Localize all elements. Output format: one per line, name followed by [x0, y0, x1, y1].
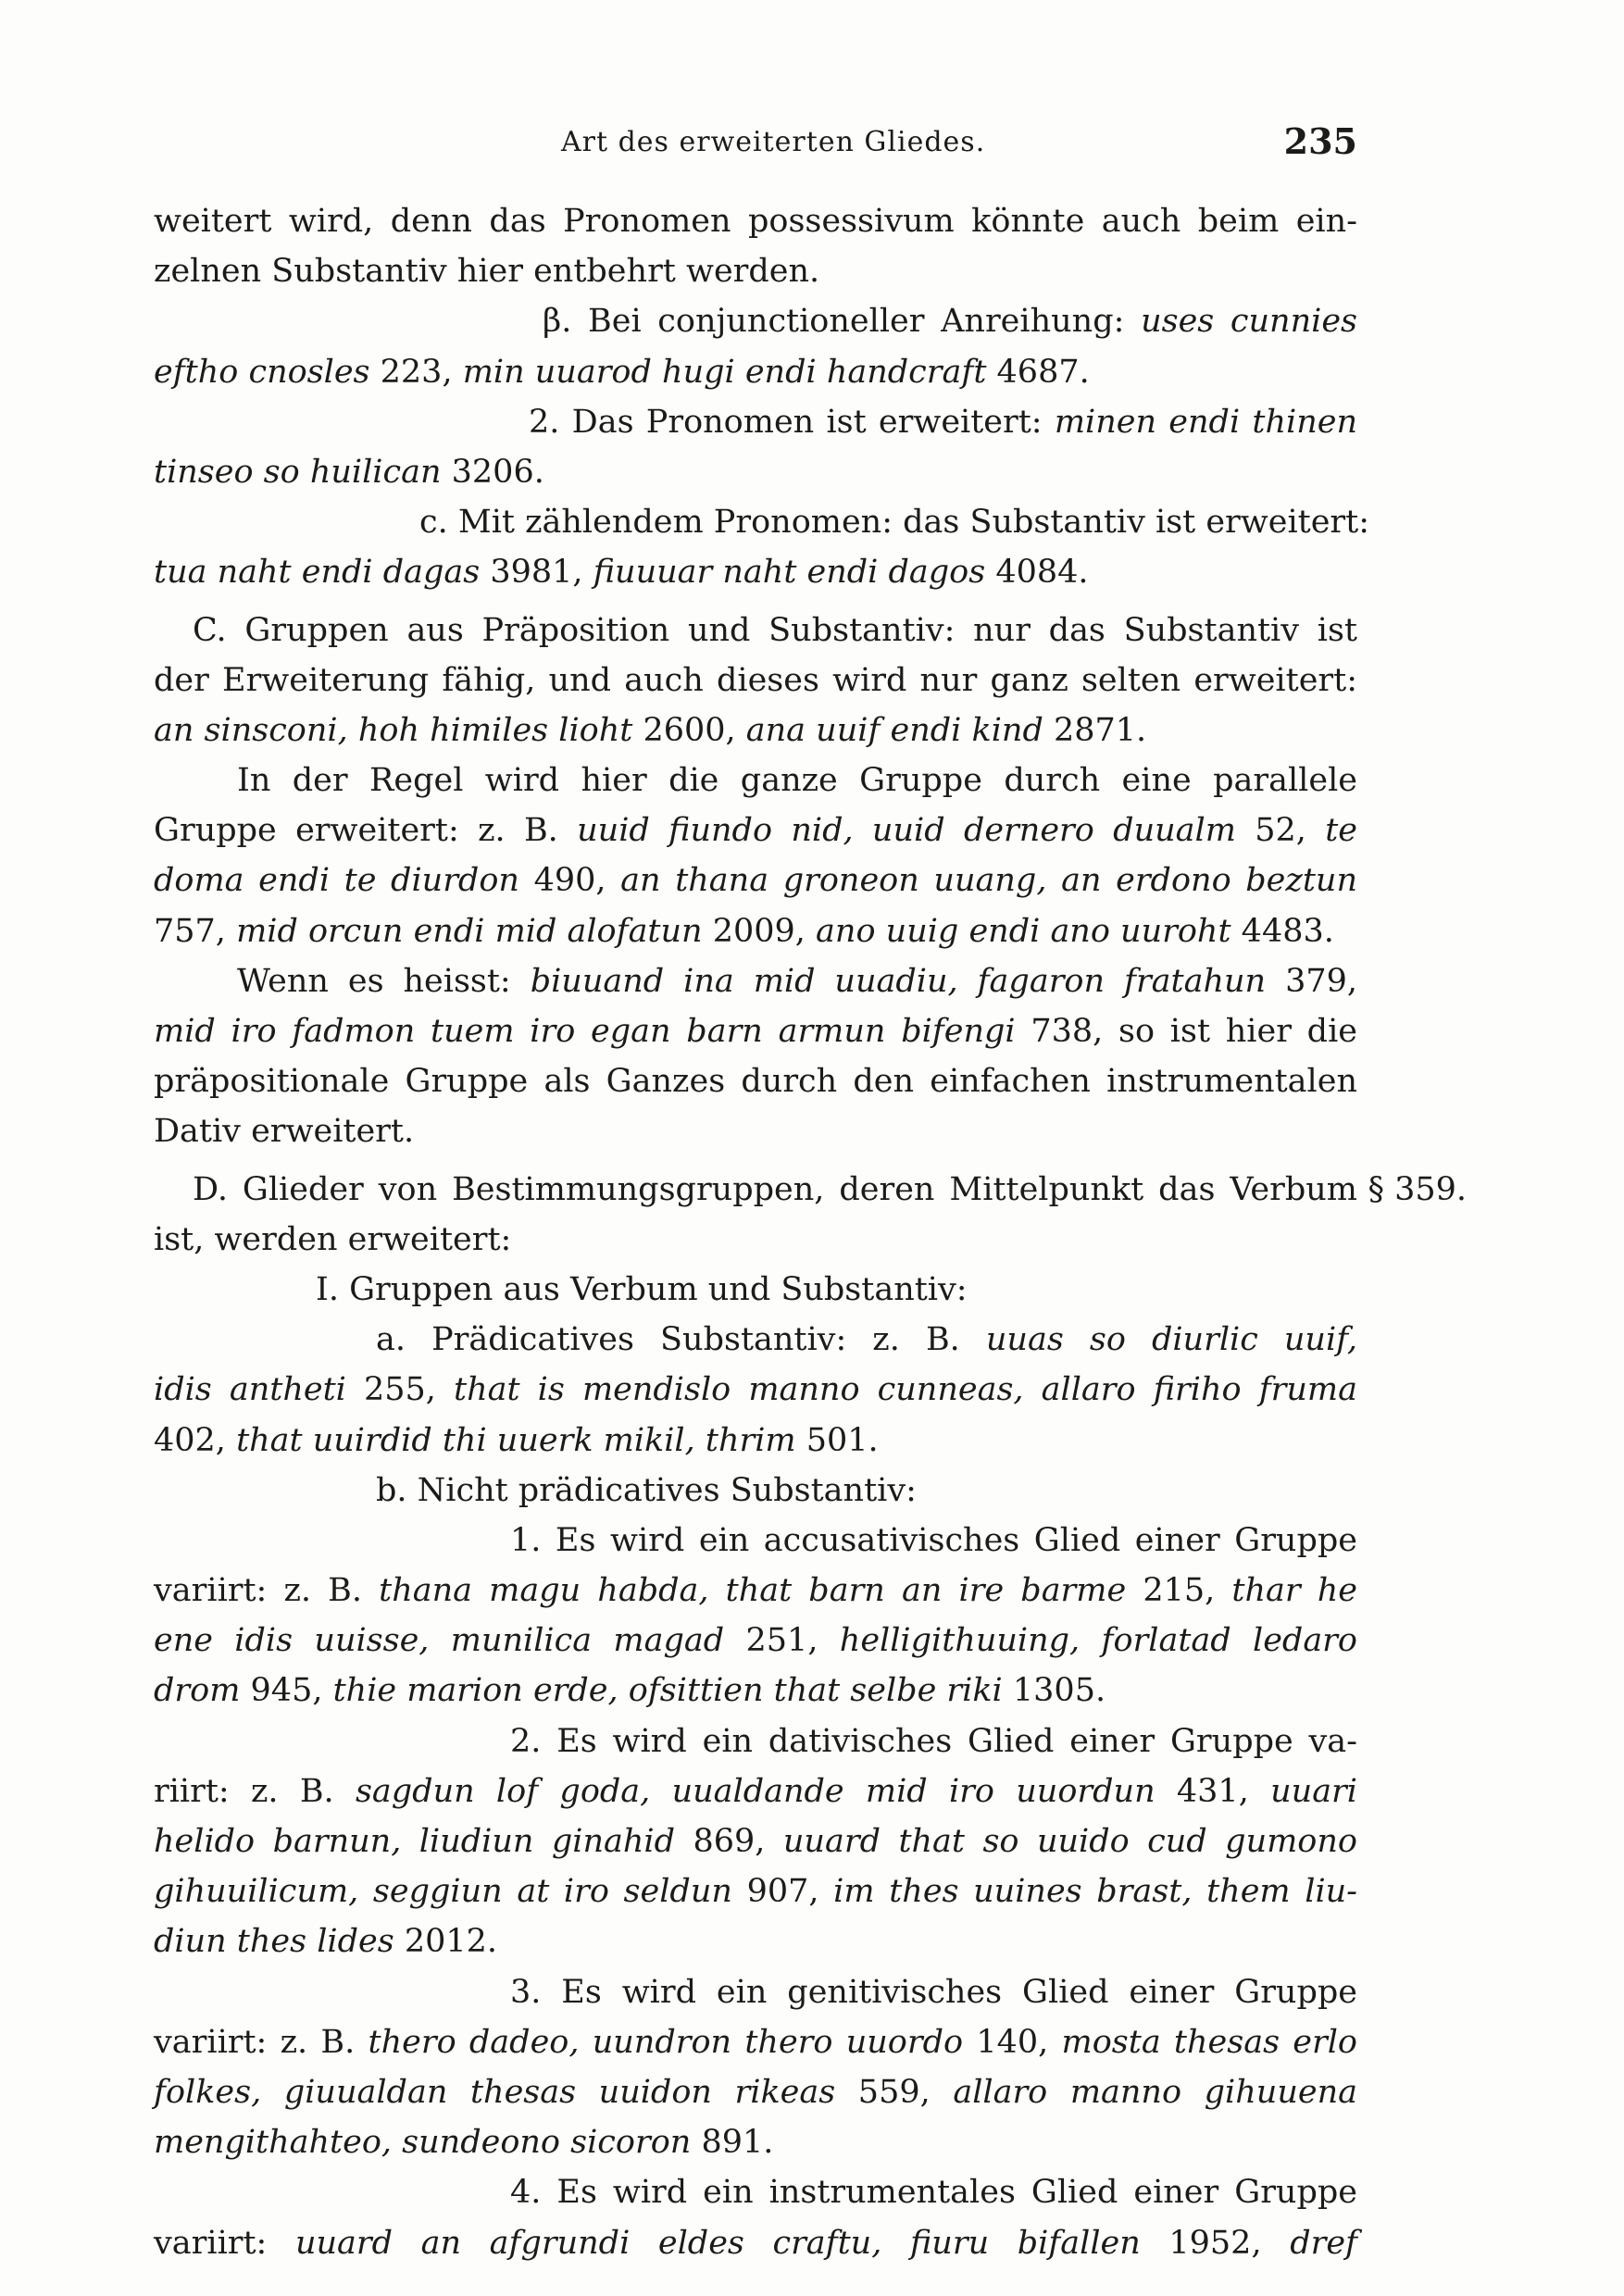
text-run: 52,: [1235, 812, 1326, 850]
text-run: 223,: [369, 353, 463, 391]
section-reference: § 359.: [1368, 1170, 1467, 1208]
text-run: 2. Es wird ein dativisches Glied einer Gruppe va-: [510, 1722, 1357, 1760]
text-line: [154, 1466, 1357, 1516]
text-line: [154, 1416, 1357, 1466]
text-line: [154, 1365, 1357, 1415]
text-line: [154, 1816, 1357, 1866]
text-run: 490,: [518, 862, 621, 900]
italic-quotation: thana magu habda, that barn an ire barme: [379, 1572, 1127, 1610]
italic-quotation: ana uuif endi kind: [745, 711, 1043, 749]
text-line: [154, 1165, 1467, 1215]
text-line: [154, 1265, 1357, 1315]
text-run: 431,: [1155, 1772, 1271, 1810]
paragraph-gap: [154, 598, 1357, 605]
text-line: [154, 605, 1357, 655]
text-line: [154, 2218, 1357, 2268]
text-line: [154, 1106, 1357, 1156]
text-run: 1305.: [1002, 1672, 1106, 1710]
italic-quotation: uuari: [1270, 1772, 1357, 1810]
page-header: [154, 120, 1357, 172]
text-body: [154, 196, 1467, 2268]
text-line: [154, 1766, 1357, 1816]
text-run: 891.: [691, 2124, 774, 2162]
italic-quotation: diun thes lides: [154, 1923, 394, 1961]
italic-quotation: an sinsconi, hoh himiles lioht: [154, 711, 633, 749]
text-line: [154, 1716, 1357, 1766]
italic-quotation: uses cunnies: [1141, 303, 1357, 341]
italic-quotation: doma endi te diurdon: [154, 862, 519, 900]
text-run: variirt: z. B.: [154, 1572, 380, 1610]
italic-quotation: uuard that so uuido cud gumono: [782, 1823, 1357, 1860]
text-run: c. Mit zählendem Pronomen: das Substantiv ist erweitert:: [419, 504, 1370, 542]
text-run: 140,: [963, 2023, 1062, 2061]
text-run: In der Regel wird hier die ganze Gruppe durch eine parallele: [237, 762, 1357, 800]
text-line: [154, 1215, 1357, 1265]
text-line: [154, 347, 1357, 397]
text-run: 3206.: [441, 453, 544, 491]
italic-quotation: idis antheti: [154, 1371, 346, 1409]
text-run: 3981,: [480, 554, 593, 592]
italic-quotation: tinseo so huilican: [154, 453, 442, 491]
text-line: [154, 1566, 1357, 1616]
italic-quotation: im thes uuines brast, them liu-: [833, 1873, 1358, 1911]
text-run: Gruppe erweitert: z. B.: [154, 812, 578, 850]
italic-quotation: allaro manno gihuuena: [953, 2073, 1357, 2111]
text-line: [154, 956, 1357, 1006]
text-line: [154, 755, 1357, 805]
text-line: [154, 855, 1357, 905]
text-run: 757,: [154, 912, 237, 950]
text-run: 501.: [795, 1421, 879, 1459]
page-number: 235: [1283, 120, 1357, 162]
text-run: 1952,: [1140, 2224, 1291, 2262]
text-run: 907,: [731, 1873, 834, 1911]
text-line: [154, 655, 1357, 705]
italic-quotation: ano uuig endi ano uuroht: [816, 912, 1231, 950]
text-line: [154, 1666, 1357, 1716]
text-line: [154, 1967, 1357, 2017]
text-run: C. Gruppen aus Präposition und Substantiv: nur das Substantiv ist: [193, 611, 1357, 649]
text-run: ist, werden erweitert:: [154, 1220, 512, 1258]
italic-quotation: helligithuuing, forlatad ledaro: [839, 1622, 1357, 1660]
text-line: [154, 1006, 1357, 1056]
italic-quotation: an thana groneon uuang, an erdono beztun: [620, 862, 1357, 900]
italic-quotation: folkes, giuualdan thesas uuidon rikeas: [154, 2073, 836, 2111]
text-run: 2600,: [632, 711, 746, 749]
text-run: 2. Das Pronomen ist erweitert:: [529, 403, 1055, 441]
italic-quotation: uuard an afgrundi eldes craftu, fiuru bifallen: [294, 2224, 1141, 2262]
text-run: I. Gruppen aus Verbum und Substantiv:: [316, 1270, 968, 1308]
text-run: 2871.: [1043, 711, 1147, 749]
italic-quotation: thar he: [1231, 1572, 1357, 1610]
text-run: 379,: [1266, 962, 1357, 1000]
text-line: [154, 1616, 1357, 1666]
text-line: [154, 1315, 1357, 1365]
text-run: β. Bei conjunctioneller Anreihung:: [543, 303, 1142, 341]
text-run: Wenn es heisst:: [237, 962, 531, 1000]
text-run: 215,: [1126, 1572, 1232, 1610]
italic-quotation: sagdun lof goda, uualdande mid iro uuordun: [355, 1772, 1156, 1810]
italic-quotation: thero dadeo, uundron thero uuordo: [368, 2023, 964, 2061]
text-line: [154, 547, 1357, 597]
text-line: [154, 2167, 1357, 2217]
italic-quotation: te: [1325, 812, 1357, 850]
italic-quotation: ene idis uuisse, munilica magad: [154, 1622, 725, 1660]
text-line: [154, 805, 1357, 855]
italic-quotation: thie marion erde, ofsittien that selbe riki: [332, 1672, 1003, 1710]
text-run: der Erweiterung fähig, und auch dieses wird nur ganz selten erweitert:: [154, 661, 1357, 699]
text-run: 4687.: [986, 353, 1090, 391]
text-run: 738, so ist hier die: [1015, 1013, 1357, 1050]
text-line: [154, 447, 1357, 497]
italic-quotation: mengithahteo, sundeono sicoron: [154, 2124, 692, 2162]
italic-quotation: that is mendislo manno cunneas, allaro firiho fruma: [454, 1371, 1357, 1409]
text-run: 4483.: [1230, 912, 1334, 950]
text-run: D. Glieder von Bestimmungsgruppen, deren Mittelpunkt das Verbum: [193, 1170, 1357, 1208]
italic-quotation: dref: [1290, 2224, 1357, 2262]
text-run: 2012.: [394, 1923, 498, 1961]
text-run: a. Prädicatives Substantiv: z. B.: [376, 1321, 986, 1359]
text-run: b. Nicht prädicatives Substantiv:: [376, 1471, 917, 1509]
text-line: [154, 196, 1357, 246]
text-line: [154, 1516, 1357, 1566]
text-run: präpositionale Gruppe als Ganzes durch den einfachen instrumentalen: [154, 1063, 1357, 1101]
text-run: Dativ erweitert.: [154, 1113, 415, 1151]
text-run: 251,: [724, 1622, 840, 1660]
text-run: variirt:: [154, 2224, 295, 2262]
italic-quotation: mid iro fadmon tuem iro egan barn armun bifengi: [154, 1013, 1016, 1050]
text-line: [154, 2067, 1357, 2117]
italic-quotation: uuas so diurlic uuif,: [985, 1321, 1358, 1359]
text-run: 255,: [345, 1371, 455, 1409]
text-line: [154, 1916, 1357, 1966]
italic-quotation: helido barnun, liudiun ginahid: [154, 1823, 676, 1860]
text-line: [154, 2017, 1357, 2067]
text-line: [154, 246, 1357, 296]
running-title: Art des erweiterten Gliedes.: [561, 126, 986, 158]
italic-quotation: eftho cnosles: [154, 353, 370, 391]
text-run: 4. Es wird ein instrumentales Glied einer Gruppe: [510, 2174, 1357, 2212]
text-run: riirt: z. B.: [154, 1772, 356, 1810]
text-run: 869,: [675, 1823, 783, 1860]
text-line: [154, 497, 1370, 547]
italic-quotation: min uuarod hugi endi handcraft: [462, 353, 987, 391]
text-run: weitert wird, denn das Pronomen possessivum könnte auch beim ein-: [154, 203, 1357, 240]
text-run: 2009,: [702, 912, 817, 950]
italic-quotation: fiuuuar naht endi dagos: [593, 554, 986, 592]
text-run: 4084.: [985, 554, 1089, 592]
italic-quotation: that uuirdid thi uuerk mikil, thrim: [236, 1421, 796, 1459]
text-run: 402,: [154, 1421, 237, 1459]
text-line: [154, 397, 1357, 447]
italic-quotation: gihuuilicum, seggiun at iro seldun: [154, 1873, 732, 1911]
text-run: 559,: [835, 2073, 954, 2111]
text-line: [154, 2117, 1357, 2167]
text-line: [154, 1056, 1357, 1106]
text-run: variirt: z. B.: [154, 2023, 369, 2061]
text-run: 945,: [240, 1672, 333, 1710]
text-run: 1. Es wird ein accusativisches Glied einer Gruppe: [510, 1521, 1357, 1559]
text-run: zelnen Substantiv hier entbehrt werden.: [154, 253, 820, 291]
italic-quotation: mid orcun endi mid alofatun: [236, 912, 703, 950]
italic-quotation: minen endi thinen: [1054, 403, 1357, 441]
text-line: [154, 296, 1357, 346]
text-line: [154, 705, 1357, 755]
italic-quotation: biuuand ina mid uuadiu, fagaron fratahun: [530, 962, 1267, 1000]
italic-quotation: drom: [154, 1672, 241, 1710]
italic-quotation: uuid fiundo nid, uuid dernero duualm: [577, 812, 1236, 850]
text-line: [154, 1866, 1357, 1916]
italic-quotation: tua naht endi dagas: [154, 554, 481, 592]
text-line: [154, 906, 1357, 956]
italic-quotation: mosta thesas erlo: [1061, 2023, 1358, 2061]
paragraph-gap: [154, 1157, 1357, 1165]
text-run: 3. Es wird ein genitivisches Glied einer Gruppe: [510, 1973, 1357, 2011]
